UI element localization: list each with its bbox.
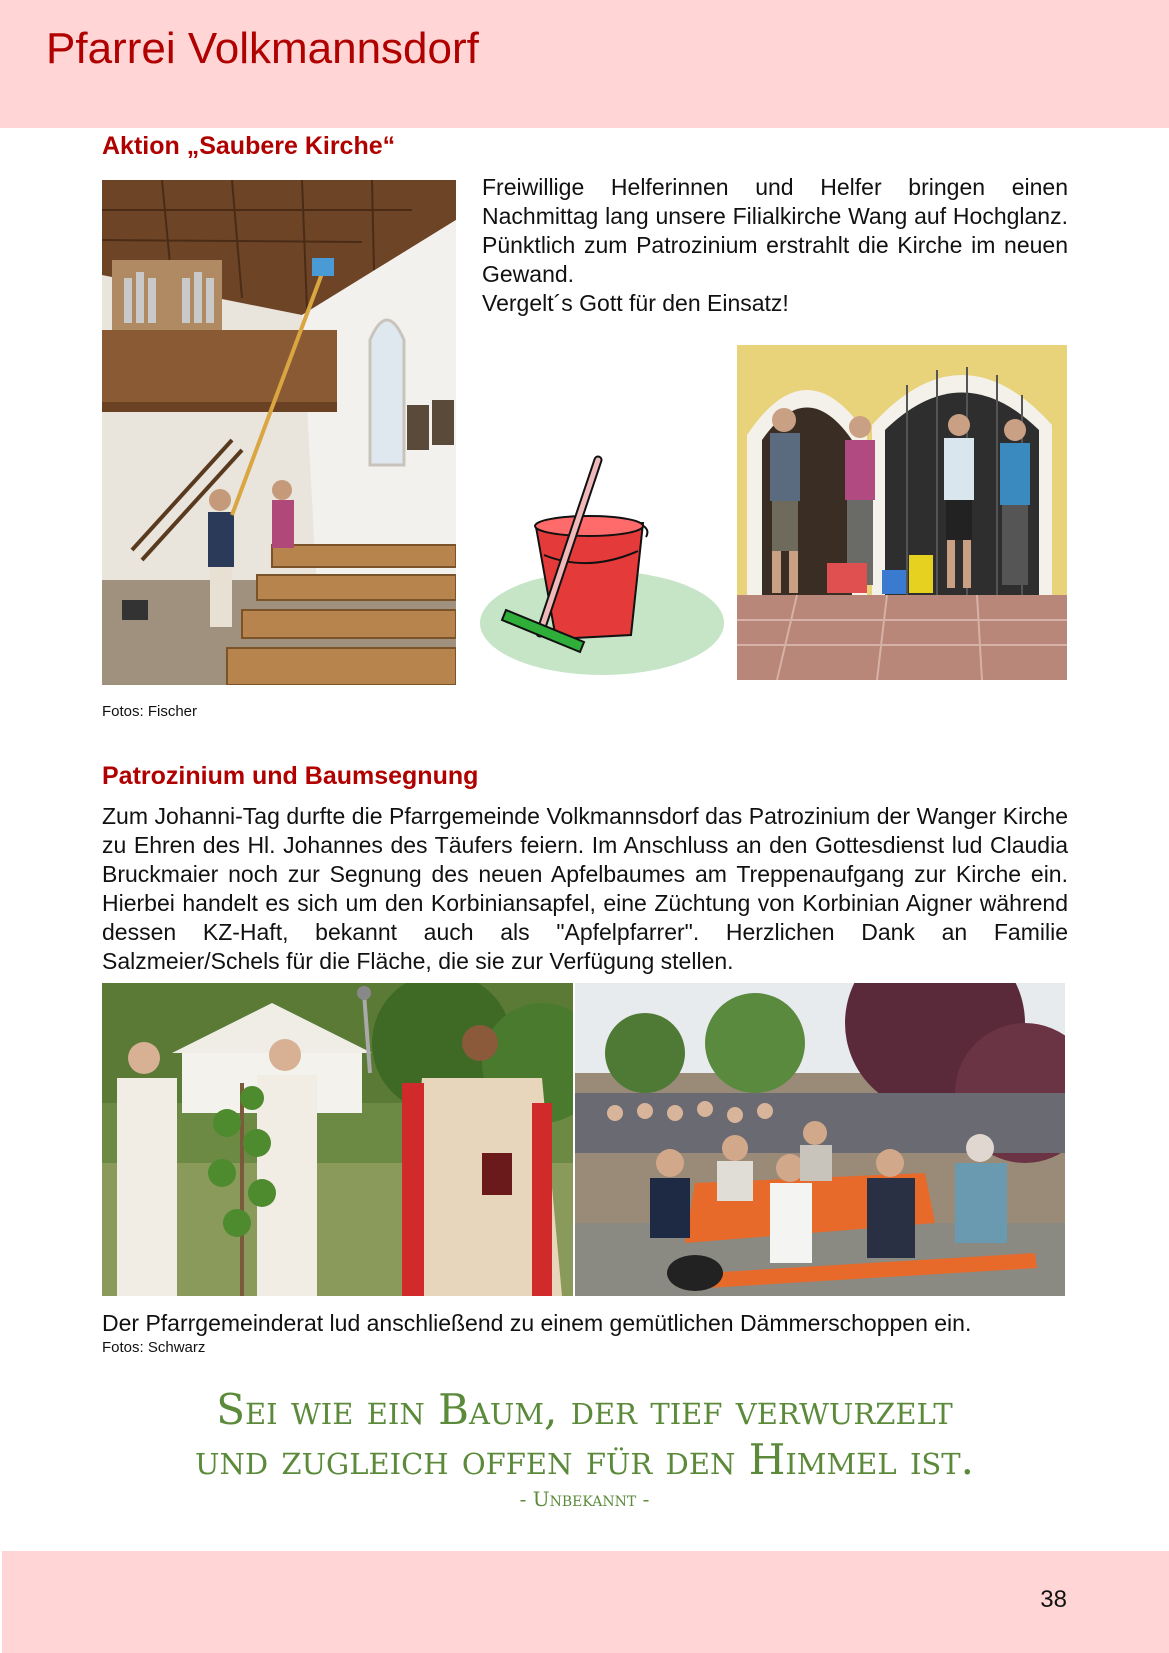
quote-line-2: und zugleich offen für den Himmel ist. <box>195 1435 974 1484</box>
photo-church-interior-cleaning <box>102 180 456 685</box>
section1-text <box>482 173 1068 318</box>
quote-line-1: Sei wie ein Baum, der tief verwurzelt <box>216 1385 953 1434</box>
page-header <box>0 0 1169 128</box>
section2-photo-credit: Fotos: Schwarz <box>102 1339 206 1356</box>
page-number: 38 <box>1040 1586 1067 1613</box>
section1-paragraph: Freiwillige Helferinnen und Helfer bringen einen Nachmittag lang unsere Filialkirche Wang auf Hochglanz. Pünktlich zum Patrozinium erstrahlt die Kirche im neuen Gewand. <box>482 174 1068 287</box>
section1-photo-credit: Fotos: Fischer <box>102 703 198 720</box>
photo-tree-blessing <box>102 983 573 1296</box>
section2-photo-caption: Der Pfarrgemeinderat lud anschließend zu einem gemütlichen Dämmerschoppen ein. <box>102 1310 972 1336</box>
photo-helpers-group <box>737 345 1067 680</box>
section-title-saubere-kirche: Aktion „Saubere Kirche“ <box>102 132 396 160</box>
section1-thanks: Vergelt´s Gott für den Einsatz! <box>482 290 789 316</box>
tree-quote <box>0 1385 1169 1511</box>
header-title: Pfarrei Volkmannsdorf <box>46 24 479 73</box>
bucket-mop-clipart <box>478 455 726 685</box>
quote-author: - Unbekannt - <box>519 1487 650 1511</box>
section2-text <box>102 802 1068 976</box>
section-title-patrozinium: Patrozinium und Baumsegnung <box>102 762 479 790</box>
section2-paragraph: Zum Johanni-Tag durfte die Pfarrgemeinde Volkmannsdorf das Patrozinium der Wanger Kirche zu Ehren des Hl. Johannes des Täufers feiern. Im Anschluss an den Gottesdienst lud Claudia Bruckmaier noch zur Segnung des neuen Apfelbaumes am Treppenaufgang zur Kirche ein. Hierbei handelt es sich um den Korbiniansapfel, eine Züchtung von Korbinian Aigner während dessen KZ-Haft, bekannt auch als "Apfelpfarrer". Herzlichen Dank an Familie Salzmeier/Schels für die Fläche, die sie zur Verfügung stellen. <box>102 803 1068 974</box>
photo-evening-gathering <box>575 983 1065 1296</box>
page-footer <box>2 1551 1169 1653</box>
